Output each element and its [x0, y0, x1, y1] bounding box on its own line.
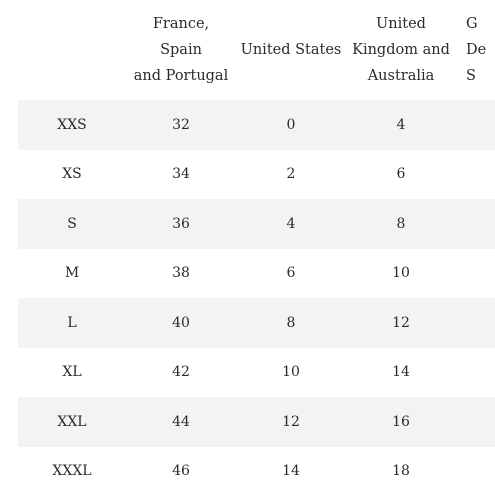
cell-fr: 32 [172, 116, 190, 133]
header-uk-australia: United Kingdom and Australia [352, 16, 450, 84]
cell-uk: 16 [392, 413, 410, 430]
cell-fr: 44 [172, 413, 190, 430]
cell-fr: 46 [172, 463, 190, 480]
header-germany-partial: G De S [466, 16, 487, 84]
cell-fr: 38 [172, 265, 190, 282]
header-united-states: United States [240, 42, 342, 58]
cell-size: XXL [57, 413, 87, 430]
table-row [18, 100, 495, 150]
cell-fr: 34 [172, 166, 190, 183]
cell-size: XS [62, 166, 82, 183]
cell-us: 6 [286, 265, 296, 282]
cell-uk: 6 [396, 166, 406, 183]
cell-de [456, 447, 495, 495]
cell-uk: 14 [392, 364, 410, 381]
cell-de [456, 199, 495, 249]
cell-de [456, 249, 495, 299]
cell-size: XL [62, 364, 82, 381]
cell-uk: 10 [392, 265, 410, 282]
cell-us: 12 [282, 413, 300, 430]
header-size [18, 0, 126, 100]
cell-fr: 40 [172, 314, 190, 331]
cell-size: XXXL [52, 463, 92, 480]
table-row [18, 199, 495, 249]
cell-de [456, 100, 495, 150]
table-row [18, 348, 495, 398]
cell-de [456, 397, 495, 447]
cell-uk: 18 [392, 463, 410, 480]
cell-us: 14 [282, 463, 300, 480]
cell-size: L [67, 314, 77, 331]
table-row [18, 249, 495, 299]
size-conversion-table [18, 0, 495, 495]
cell-de [456, 348, 495, 398]
cell-size: M [64, 265, 80, 282]
cell-us: 0 [286, 116, 296, 133]
table-row [18, 397, 495, 447]
cell-us: 4 [286, 215, 296, 232]
cell-us: 8 [286, 314, 296, 331]
table-row [18, 298, 495, 348]
cell-fr: 36 [172, 215, 190, 232]
cell-us: 10 [282, 364, 300, 381]
cell-fr: 42 [172, 364, 190, 381]
table-row [18, 150, 495, 200]
cell-uk: 8 [396, 215, 406, 232]
cell-size: S [67, 215, 77, 232]
cell-de [456, 150, 495, 200]
header-france-spain-portugal: France, Spain and Portugal [133, 16, 229, 84]
size-chart-container[interactable] [18, 0, 495, 495]
cell-us: 2 [286, 166, 296, 183]
cell-de [456, 298, 495, 348]
cell-size: XXS [57, 116, 87, 133]
cell-uk: 12 [392, 314, 410, 331]
cell-uk: 4 [396, 116, 406, 133]
table-header-row [18, 0, 495, 100]
table-row [18, 447, 495, 495]
